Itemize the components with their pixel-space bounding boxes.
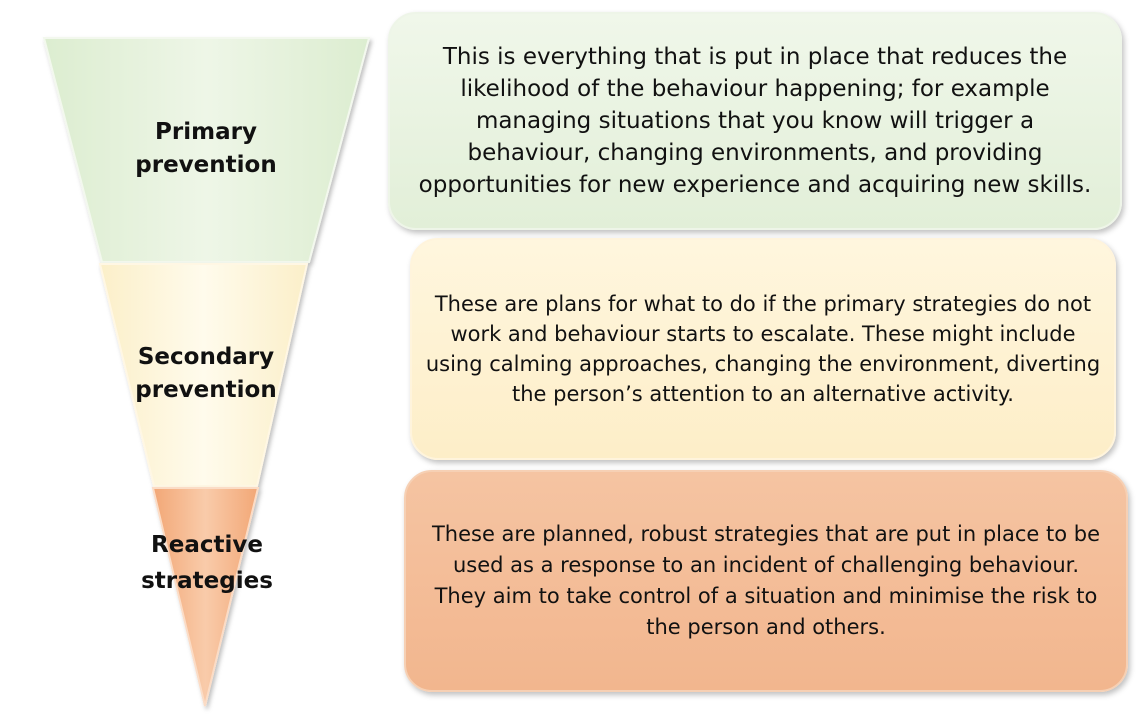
reactive-strategies-description: These are planned, robust strategies that are put in place to be used as a response to an incident of challenging behaviour. They aim to take control of a situation and minimise the risk to the person and others. [431,522,1101,639]
label-line: Secondary [137,344,275,370]
label-line: prevention [135,377,277,403]
label-reactive-strategies [107,527,307,599]
primary-prevention-description: This is everything that is put in place that reduces the likelihood of the behaviour happening; for example managing situations that you know will trigger a behaviour, changing environments, and providing opportunities for new experience and acquiring new skills. [418,44,1092,198]
label-secondary-prevention [106,341,306,407]
label-line: prevention [135,152,277,178]
label-line: Reactive [151,532,263,558]
primary-prevention-description-box [388,12,1122,230]
secondary-prevention-description-box [410,238,1116,460]
label-line: strategies [141,568,273,594]
label-line: Primary [155,119,257,145]
label-primary-prevention [106,116,306,182]
secondary-prevention-description: These are plans for what to do if the primary strategies do not work and behaviour starts to escalate. These might include using calming approaches, changing the environment, diverting the person’s attention to an alternative activity. [425,292,1101,406]
reactive-strategies-description-box [404,470,1128,692]
